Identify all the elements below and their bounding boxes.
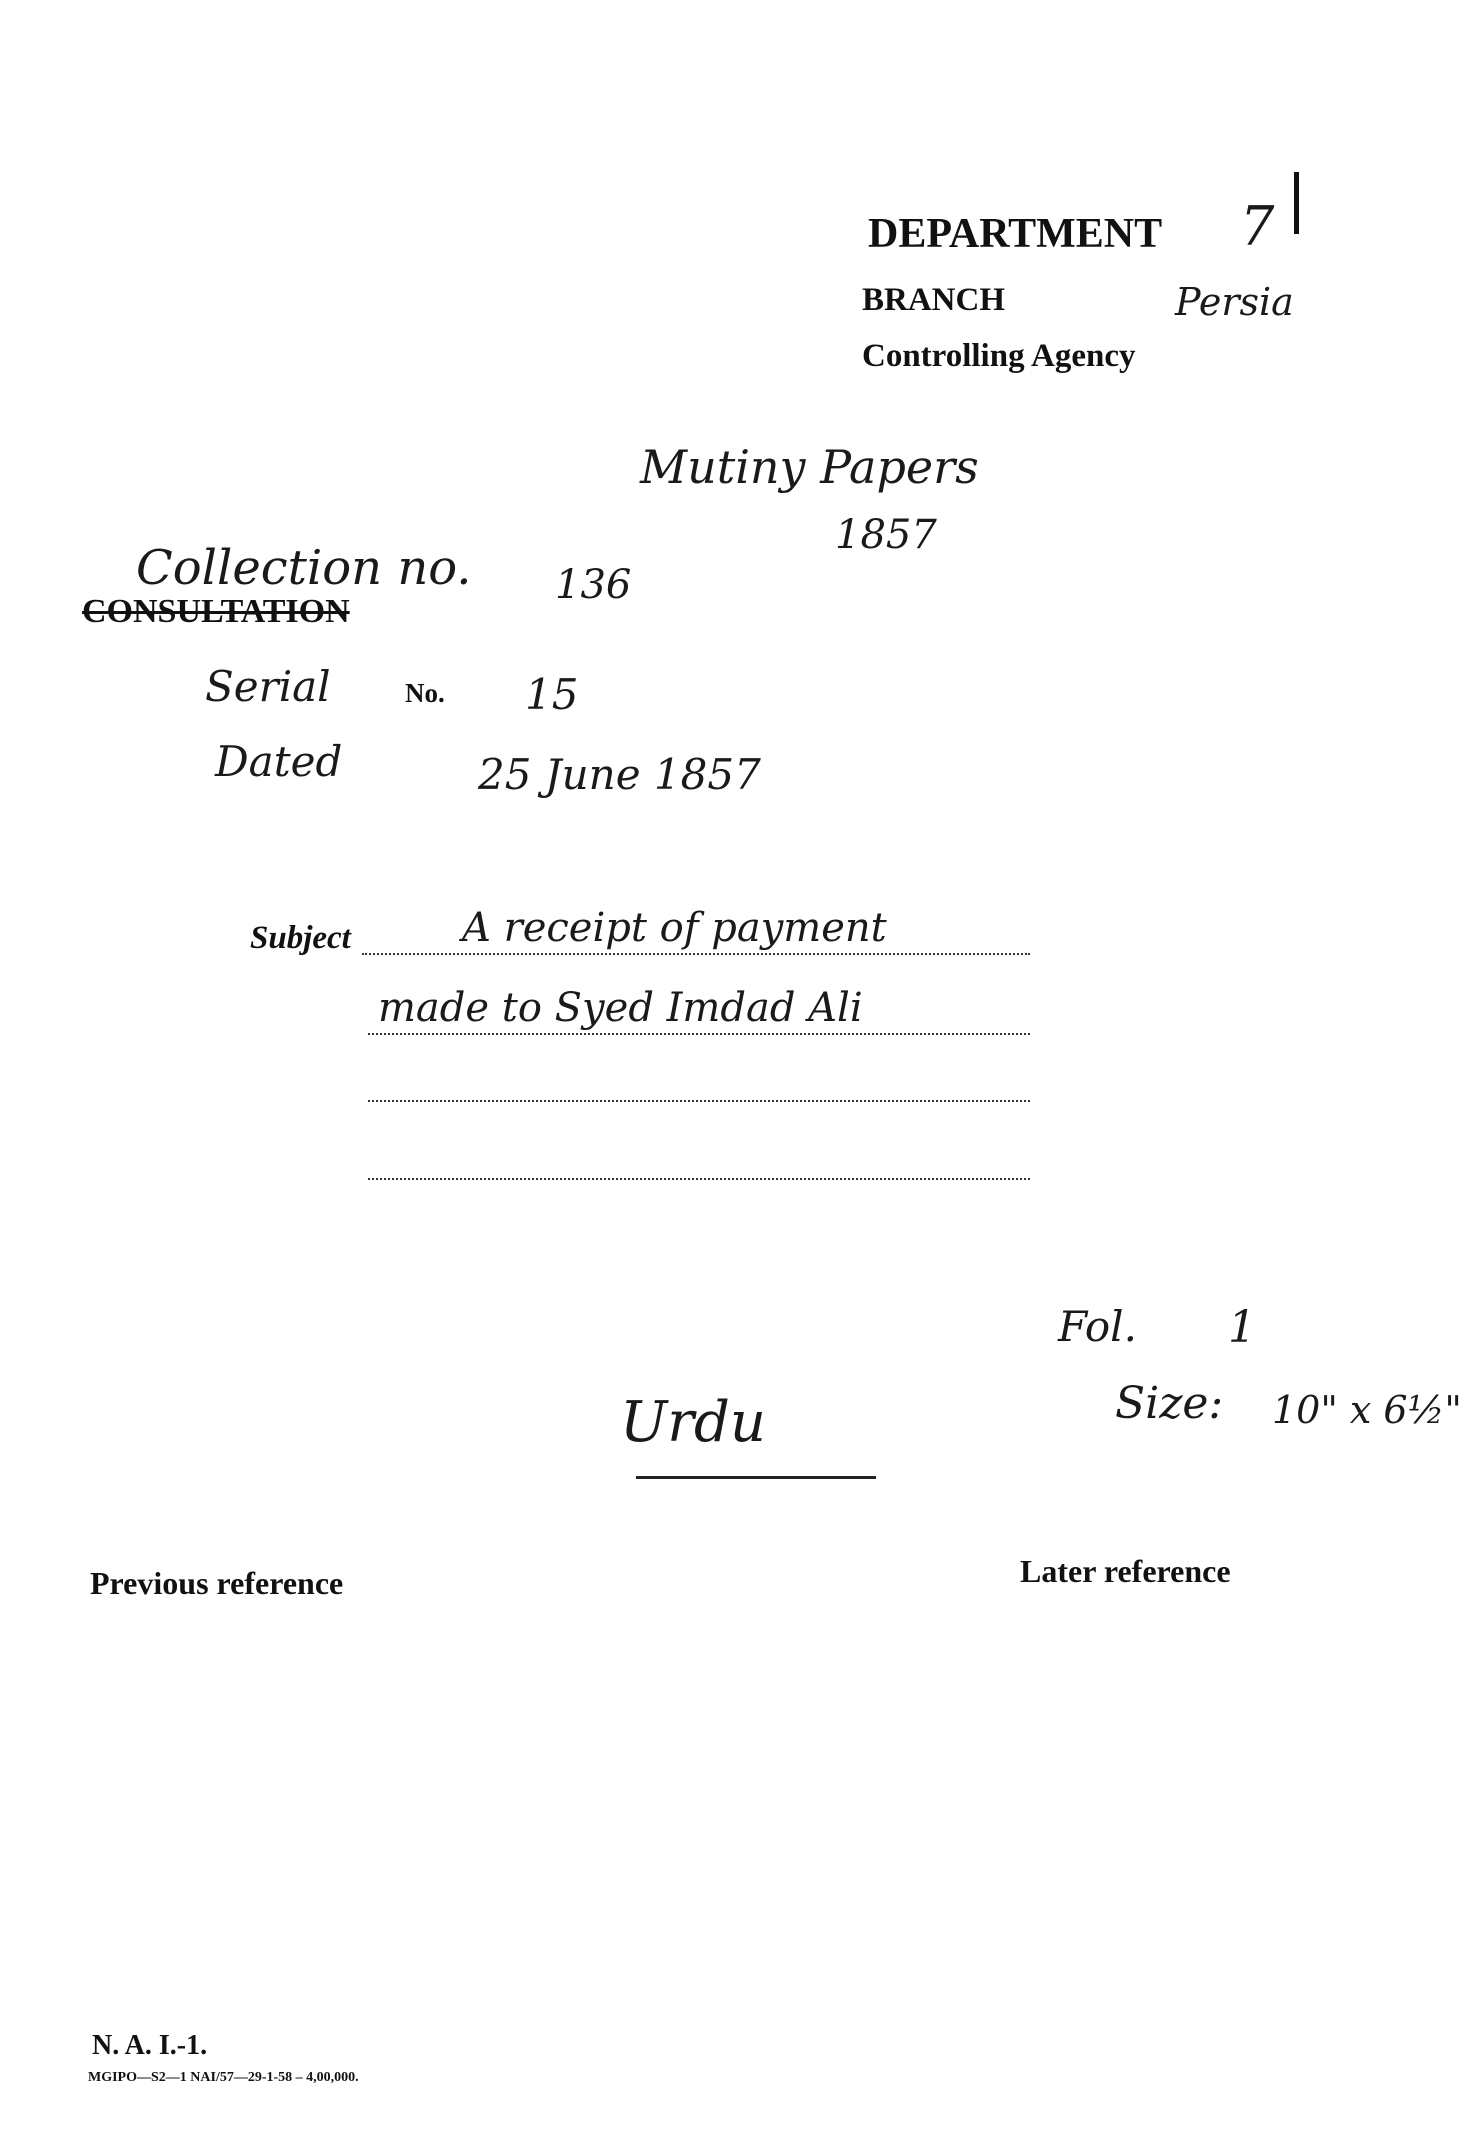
form-code: N. A. I.-1.: [92, 2030, 208, 2061]
language-note: Urdu: [620, 1390, 766, 1455]
subject-line-1: A receipt of payment: [362, 905, 1030, 955]
dated-value: 25 June 1857: [478, 750, 761, 799]
language-underline: [636, 1476, 876, 1479]
previous-reference-label: Previous reference: [90, 1565, 344, 1601]
collection-number: 136: [555, 562, 632, 608]
later-reference-label: Later reference: [1020, 1553, 1231, 1589]
collection-label: Collection no.: [136, 540, 472, 596]
collection-title: Mutiny Papers: [640, 440, 979, 494]
branch-label: BRANCH: [862, 282, 1006, 318]
department-value: 7: [1240, 195, 1275, 258]
size-label: Size:: [1115, 1378, 1224, 1429]
subject-label: Subject: [250, 920, 351, 956]
size-value: 10" x 6½": [1272, 1388, 1462, 1432]
consultation-label: CONSULTATION: [82, 593, 350, 630]
serial-no-label: No.: [405, 678, 445, 708]
folio-label: Fol.: [1058, 1302, 1137, 1351]
serial-number: 15: [525, 670, 579, 719]
collection-year: 1857: [835, 512, 937, 558]
folio-value: 1: [1228, 1302, 1256, 1353]
print-line: MGIPO—S2—1 NAI/57—29-1-58 – 4,00,000.: [88, 2070, 359, 2085]
department-label: DEPARTMENT: [868, 211, 1163, 257]
department-mark: [1294, 172, 1299, 234]
controlling-agency-label: Controlling Agency: [862, 338, 1136, 374]
serial-label: Serial: [205, 662, 331, 711]
subject-line-4: [368, 1138, 1030, 1180]
dated-label: Dated: [215, 737, 343, 786]
subject-line-2: made to Syed Imdad Ali: [368, 985, 1030, 1035]
branch-value: Persia: [1175, 280, 1294, 324]
subject-line-3: [368, 1060, 1030, 1102]
